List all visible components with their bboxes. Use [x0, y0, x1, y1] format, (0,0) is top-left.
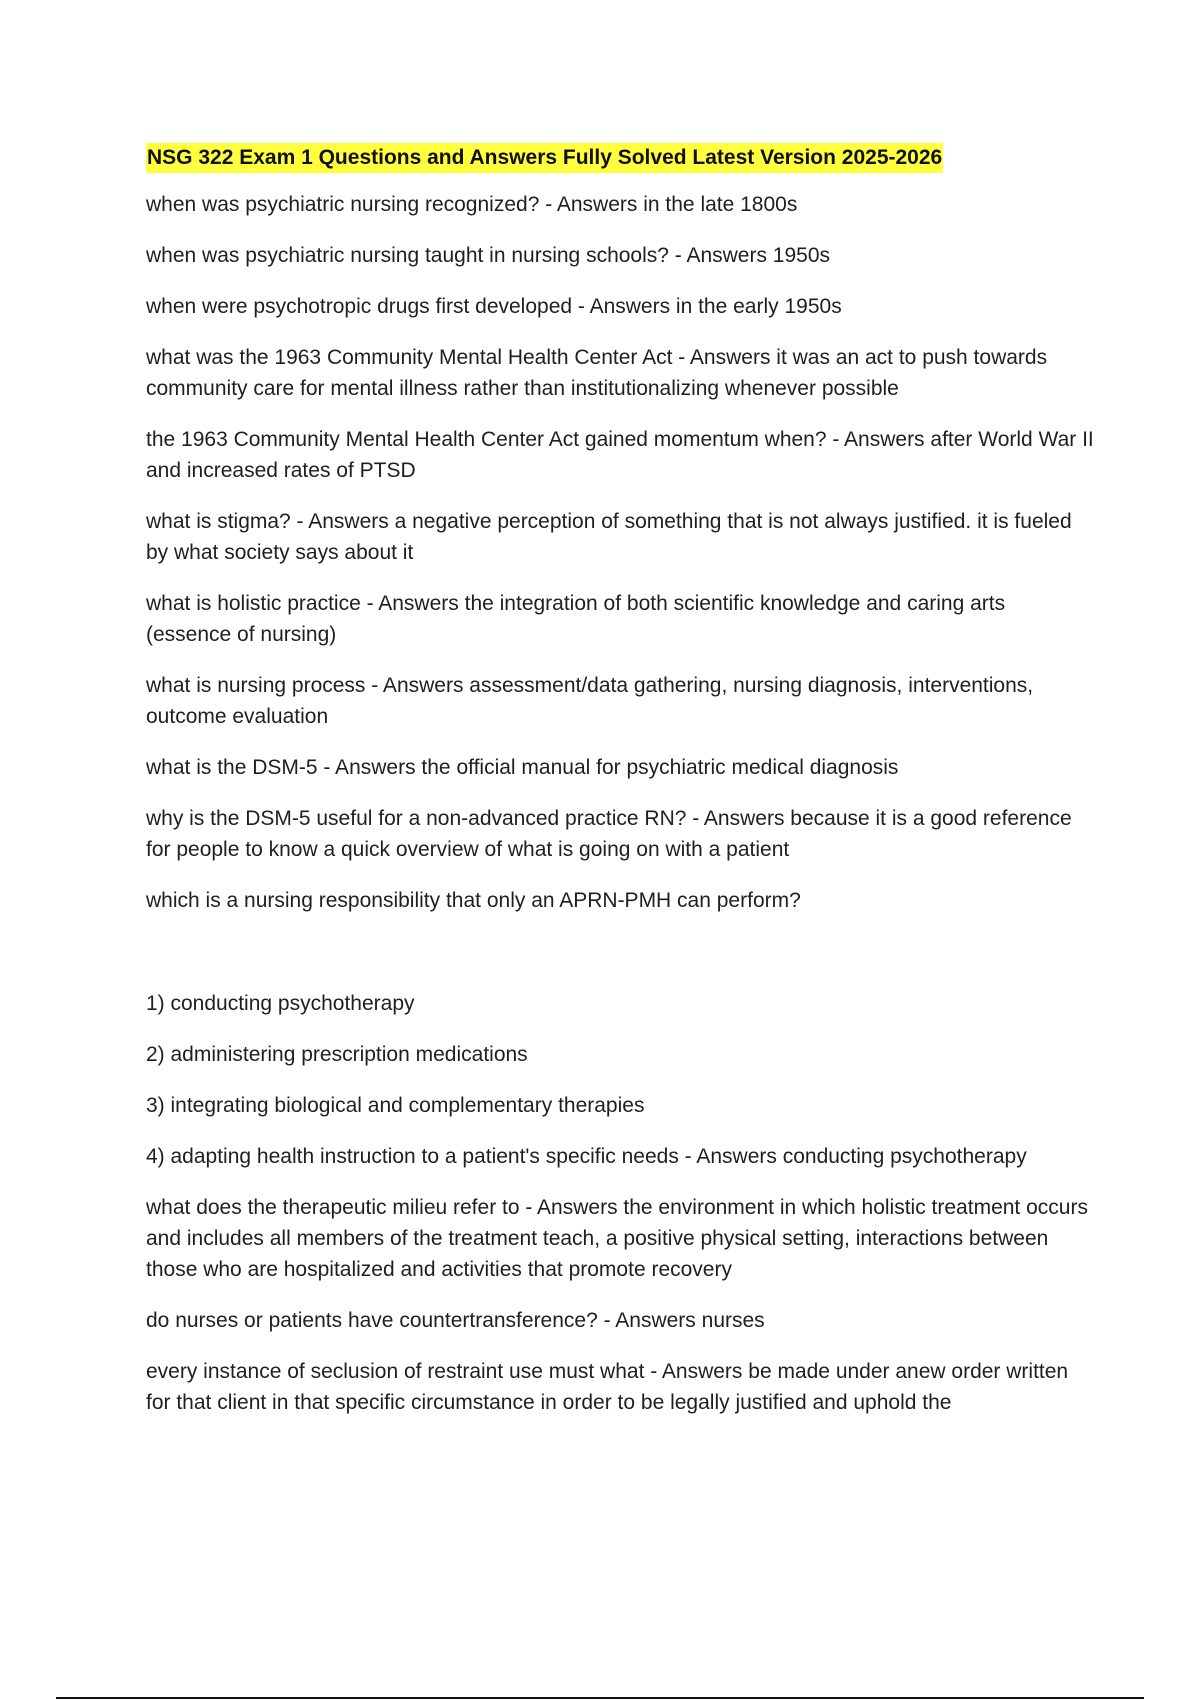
page-bottom-rule	[56, 1697, 1144, 1699]
qa-item: do nurses or patients have countertransference? - Answers nurses	[146, 1309, 765, 1332]
qa-item: what is holistic practice - Answers the integration of both scientific knowledge and caring arts (essence of nursing)	[146, 592, 1006, 646]
answer-option: 2) administering prescription medications	[146, 1043, 528, 1066]
qa-item: what is stigma? - Answers a negative perception of something that is not always justified. it is fueled by what society says about it	[146, 510, 1072, 564]
answer-option: 4) adapting health instruction to a patient's specific needs - Answers conducting psychotherapy	[146, 1145, 1027, 1168]
document-body	[146, 143, 1094, 1438]
qa-question: which is a nursing responsibility that only an APRN-PMH can perform?	[146, 889, 801, 912]
answer-option: 1) conducting psychotherapy	[146, 992, 415, 1015]
qa-item: the 1963 Community Mental Health Center Act gained momentum when? - Answers after World War II and increased rates of PTSD	[146, 428, 1094, 482]
document-title: NSG 322 Exam 1 Questions and Answers Fully Solved Latest Version 2025-2026	[146, 143, 943, 173]
answer-option: 3) integrating biological and complementary therapies	[146, 1094, 645, 1117]
qa-item: what is nursing process - Answers assessment/data gathering, nursing diagnosis, interventions, outcome evaluation	[146, 674, 1034, 728]
qa-item: every instance of seclusion of restraint use must what - Answers be made under anew order written for that client in that specific circumstance in order to be legally justified and uphold the	[146, 1360, 1069, 1414]
qa-item: when was psychiatric nursing recognized? - Answers in the late 1800s	[146, 193, 798, 216]
qa-item: what does the therapeutic milieu refer to - Answers the environment in which holistic treatment occurs and includes all members of the treatment teach, a positive physical setting, interactions between those who are hospitalized and activities that promote recovery	[146, 1196, 1088, 1281]
qa-item: why is the DSM-5 useful for a non-advanced practice RN? - Answers because it is a good reference for people to know a quick overview of what is going on with a patient	[146, 807, 1072, 861]
qa-item: what is the DSM-5 - Answers the official manual for psychiatric medical diagnosis	[146, 756, 899, 779]
qa-item: what was the 1963 Community Mental Health Center Act - Answers it was an act to push towards community care for mental illness rather than institutionalizing whenever possible	[146, 346, 1048, 400]
qa-item: when was psychiatric nursing taught in nursing schools? - Answers 1950s	[146, 244, 831, 267]
qa-item: when were psychotropic drugs first developed - Answers in the early 1950s	[146, 295, 842, 318]
